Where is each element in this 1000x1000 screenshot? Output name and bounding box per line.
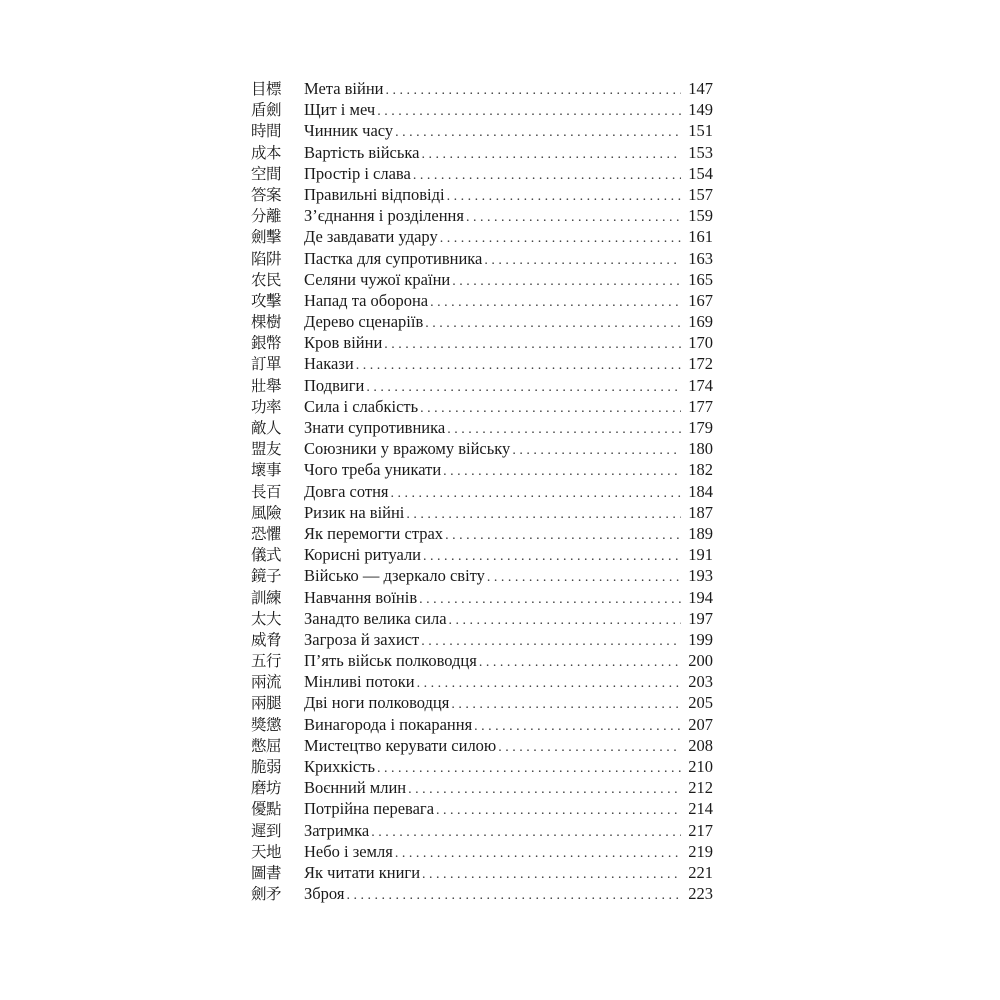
toc-entry-title: Накази: [304, 354, 354, 374]
toc-entry-title: Вартість війська: [304, 142, 420, 162]
toc-entry-page-number: 200: [688, 651, 713, 671]
toc-dot-leader: [377, 758, 681, 779]
toc-entry-page-number: 205: [688, 693, 713, 713]
toc-entry-chinese-characters: 答案: [251, 185, 282, 204]
toc-entry-page-number: 172: [688, 354, 713, 374]
toc-dot-leader: [417, 673, 681, 694]
toc-entry-title: Напад та оборона: [304, 290, 429, 310]
toc-entry-page-number: 180: [688, 439, 713, 459]
toc-entry: [251, 163, 713, 184]
toc-dot-leader: [395, 122, 681, 143]
toc-entry-chinese-characters: 成本: [251, 143, 282, 162]
toc-entry-title: Військо — дзеркало світу: [304, 566, 485, 586]
toc-entry-chinese-characters: 兩腿: [251, 694, 282, 713]
toc-dot-leader: [436, 800, 681, 821]
toc-entry: [251, 608, 713, 629]
toc-entry: [251, 692, 713, 713]
toc-entry-chinese-characters: 攻擊: [251, 291, 282, 310]
toc-entry-chinese-characters: 儀式: [251, 546, 282, 565]
toc-entry: [251, 459, 713, 480]
toc-entry-chinese-characters: 訓練: [251, 588, 282, 607]
toc-entry-chinese-characters: 盟友: [251, 440, 282, 459]
toc-entry: [251, 184, 713, 205]
toc-entry-page-number: 219: [688, 841, 713, 861]
toc-entry-page-number: 199: [688, 629, 713, 649]
toc-entry: [251, 502, 713, 523]
toc-entry-title: Потрійна перевага: [304, 799, 435, 819]
toc-entry-chinese-characters: 功率: [251, 397, 282, 416]
toc-entry: [251, 798, 713, 819]
toc-entry: [251, 862, 713, 883]
toc-entry-page-number: 223: [688, 884, 713, 904]
toc-entry-title: Дерево сценаріїв: [304, 312, 424, 332]
toc-dot-leader: [452, 271, 681, 292]
toc-dot-leader: [346, 885, 681, 906]
toc-entry-title: Затримка: [304, 820, 370, 840]
toc-entry-title: П’ять військ полководця: [304, 651, 477, 671]
toc-dot-leader: [447, 186, 681, 207]
toc-entry: [251, 820, 713, 841]
toc-entry-chinese-characters: 劍矛: [251, 885, 282, 904]
toc-dot-leader: [420, 398, 681, 419]
toc-entry-title: Навчання воїнів: [304, 587, 418, 607]
toc-entry-page-number: 191: [688, 545, 713, 565]
toc-entry-title: Пастка для супротивника: [304, 248, 483, 268]
toc-dot-leader: [406, 504, 681, 525]
toc-entry-chinese-characters: 目標: [251, 80, 282, 98]
toc-entry-page-number: 151: [688, 121, 713, 141]
toc-entry-page-number: 187: [688, 502, 713, 522]
toc-entry-title: Союзники у вражому війську: [304, 439, 511, 459]
toc-entry: [251, 375, 713, 396]
toc-dot-leader: [421, 144, 681, 165]
toc-dot-leader: [425, 313, 681, 334]
toc-entry-title: Небо і земля: [304, 841, 393, 861]
toc-entry-title: Мінливі потоки: [304, 672, 415, 692]
toc-entry-page-number: 170: [688, 333, 713, 353]
toc-entry-page-number: 221: [688, 862, 713, 882]
toc-entry-title: Кров війни: [304, 333, 383, 353]
toc-entry-page-number: 157: [688, 184, 713, 204]
toc-entry-chinese-characters: 敵人: [251, 419, 282, 437]
toc-entry: [251, 565, 713, 586]
toc-entry: [251, 883, 713, 904]
toc-entry-page-number: 153: [688, 142, 713, 162]
toc-entry-page-number: 165: [688, 269, 713, 289]
toc-entry-title: Чого треба уникати: [304, 460, 442, 480]
toc-dot-leader: [395, 843, 681, 864]
toc-entry-page-number: 147: [688, 79, 713, 98]
toc-entry-title: Крихкість: [304, 757, 375, 776]
toc-entry-title: Довга сотня: [304, 481, 389, 501]
toc-entry-chinese-characters: 銀幣: [251, 334, 282, 353]
toc-entry-page-number: 208: [688, 735, 713, 755]
toc-dot-leader: [356, 355, 681, 376]
toc-entry-title: Сила і слабкість: [304, 396, 419, 416]
toc-entry: [251, 205, 713, 226]
toc-dot-leader: [413, 165, 681, 186]
toc-entry-chinese-characters: 劍擊: [251, 228, 282, 247]
toc-entry-page-number: 193: [688, 566, 713, 586]
toc-entry-chinese-characters: 長百: [251, 482, 282, 501]
toc-entry: [251, 332, 713, 353]
toc-entry-chinese-characters: 風險: [251, 503, 282, 522]
toc-entry-page-number: 161: [688, 227, 713, 247]
toc-entry-chinese-characters: 圖書: [251, 863, 282, 882]
toc-entry: [251, 120, 713, 141]
toc-entry: [251, 629, 713, 650]
toc-entry-page-number: 189: [688, 523, 713, 543]
toc-entry: [251, 417, 713, 438]
toc-entry-page-number: 149: [688, 100, 713, 120]
toc-entry-chinese-characters: 棵樹: [251, 313, 282, 332]
toc-entry: [251, 587, 713, 608]
toc-dot-leader: [423, 546, 681, 567]
toc-entry-page-number: 182: [688, 460, 713, 480]
toc-entry-title: Як читати книги: [304, 862, 421, 882]
toc-entry-title: Воєнний млин: [304, 778, 407, 798]
toc-entry: [251, 841, 713, 862]
toc-entry: [251, 248, 713, 269]
toc-entry-title: Подвиги: [304, 375, 365, 395]
toc-entry-page-number: 203: [688, 672, 713, 692]
toc-entry-chinese-characters: 盾劍: [251, 101, 282, 120]
toc-dot-leader: [479, 652, 681, 673]
toc-entry-chinese-characters: 獎懲: [251, 715, 282, 734]
toc-dot-leader: [419, 589, 681, 610]
toc-entry: [251, 438, 713, 459]
toc-entry: [251, 756, 713, 777]
toc-dot-leader: [443, 461, 681, 482]
toc-entry-chinese-characters: 威脅: [251, 630, 282, 649]
toc-entry-page-number: 179: [688, 418, 713, 437]
toc-entry: [251, 226, 713, 247]
toc-entry-title: Як перемогти страх: [304, 523, 444, 543]
toc-dot-leader: [384, 334, 681, 355]
toc-entry-chinese-characters: 壞事: [251, 461, 282, 480]
toc-entry-chinese-characters: 優點: [251, 800, 282, 819]
toc-entry: [251, 142, 713, 163]
toc-entry-chinese-characters: 遲到: [251, 821, 282, 840]
toc-entry-page-number: 210: [688, 757, 713, 776]
toc-entry: [251, 544, 713, 565]
toc-dot-leader: [466, 207, 681, 228]
toc-entry: [251, 78, 713, 99]
toc-dot-leader: [447, 419, 681, 440]
toc-dot-leader: [371, 822, 681, 843]
toc-entry: [251, 777, 713, 798]
toc-dot-leader: [377, 101, 681, 122]
toc-entry-title: Селяни чужої країни: [304, 269, 451, 289]
toc-entry-page-number: 197: [688, 608, 713, 628]
toc-entry-title: Винагорода і покарання: [304, 714, 473, 734]
toc-dot-leader: [430, 292, 681, 313]
toc-entry-title: Простір і слава: [304, 163, 411, 183]
toc-entry-chinese-characters: 恐懼: [251, 524, 282, 543]
toc-entry-page-number: 184: [688, 481, 713, 501]
toc-dot-leader: [498, 737, 681, 758]
toc-entry-title: Де завдавати удару: [304, 227, 438, 247]
toc-dot-leader: [474, 716, 681, 737]
toc-entry-chinese-characters: 兩流: [251, 673, 282, 692]
toc-entry-chinese-characters: 五行: [251, 652, 282, 671]
toc-entry-chinese-characters: 农民: [251, 270, 282, 289]
toc-entry-chinese-characters: 鏡子: [251, 567, 282, 586]
toc-entry-title: Дві ноги полководця: [304, 693, 450, 713]
toc-entry-chinese-characters: 訂單: [251, 355, 282, 374]
toc-entry-title: Ризик на війні: [304, 502, 405, 522]
toc-entry-chinese-characters: 壯舉: [251, 376, 282, 395]
toc-entry-title: Знати супротивника: [304, 418, 446, 437]
toc-entry-title: Мета війни: [304, 79, 384, 98]
toc-entry: [251, 523, 713, 544]
toc-entry: [251, 269, 713, 290]
toc-entry-title: Чинник часу: [304, 121, 394, 141]
toc-dot-leader: [484, 250, 681, 271]
toc-dot-leader: [445, 525, 681, 546]
toc-dot-leader: [421, 631, 681, 652]
toc-entry: [251, 396, 713, 417]
toc-entry-page-number: 167: [688, 290, 713, 310]
toc-entry-chinese-characters: 時間: [251, 122, 282, 141]
toc-entry-title: Правильні відповіді: [304, 184, 445, 204]
toc-entry: [251, 671, 713, 692]
toc-dot-leader: [422, 864, 681, 885]
toc-entry: [251, 99, 713, 120]
toc-entry-page-number: 217: [688, 820, 713, 840]
toc-entry: [251, 714, 713, 735]
toc-entry: [251, 290, 713, 311]
toc-dot-leader: [366, 377, 681, 398]
toc-dot-leader: [440, 228, 681, 249]
toc-entry-page-number: 214: [688, 799, 713, 819]
table-of-contents: [251, 78, 713, 904]
toc-dot-leader: [391, 483, 682, 504]
toc-entry: [251, 353, 713, 374]
toc-entry-page-number: 169: [688, 312, 713, 332]
toc-dot-leader: [487, 567, 681, 588]
toc-entry: [251, 481, 713, 502]
toc-entry-chinese-characters: 陷阱: [251, 249, 282, 268]
toc-dot-leader: [512, 440, 681, 461]
toc-dot-leader: [449, 610, 681, 631]
toc-entry-page-number: 163: [688, 248, 713, 268]
toc-entry-chinese-characters: 磨坊: [251, 779, 282, 798]
toc-dot-leader: [386, 80, 681, 101]
toc-dot-leader: [451, 694, 681, 715]
toc-entry-chinese-characters: 憋屈: [251, 736, 282, 755]
toc-entry-title: Загроза й захист: [304, 629, 420, 649]
toc-entry-page-number: 154: [688, 163, 713, 183]
toc-entry-title: З’єднання і розділення: [304, 206, 464, 226]
toc-entry-chinese-characters: 空間: [251, 164, 282, 183]
toc-entry-page-number: 174: [688, 375, 713, 395]
toc-entry-page-number: 207: [688, 714, 713, 734]
toc-entry-chinese-characters: 太大: [251, 609, 282, 628]
toc-entry-title: Корисні ритуали: [304, 545, 422, 565]
toc-entry: [251, 735, 713, 756]
toc-entry: [251, 311, 713, 332]
toc-entry-chinese-characters: 分離: [251, 207, 282, 226]
toc-entry-chinese-characters: 天地: [251, 842, 282, 861]
toc-entry-page-number: 194: [688, 587, 713, 607]
toc-entry-page-number: 177: [688, 396, 713, 416]
toc-entry-title: Мистецтво керувати силою: [304, 735, 497, 755]
toc-entry-page-number: 212: [688, 778, 713, 798]
toc-entry-title: Занадто велика сила: [304, 608, 447, 628]
toc-entry-page-number: 159: [688, 206, 713, 226]
toc-entry: [251, 650, 713, 671]
toc-entry-chinese-characters: 脆弱: [251, 758, 282, 776]
toc-entry-title: Щит і меч: [304, 100, 376, 120]
toc-dot-leader: [408, 779, 681, 800]
toc-entry-title: Зброя: [304, 884, 345, 904]
